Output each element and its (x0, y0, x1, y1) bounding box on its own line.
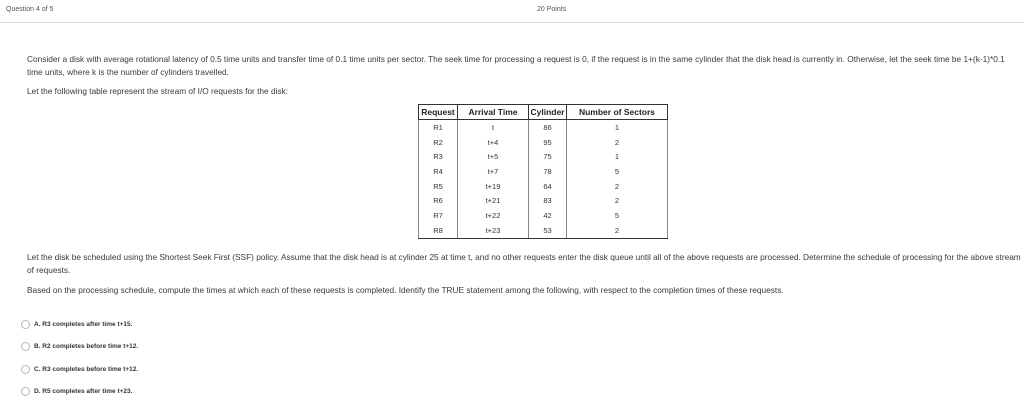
table-cell: t+5 (458, 149, 529, 164)
table-cell: 42 (529, 208, 567, 223)
table-cell: R2 (419, 135, 458, 150)
table-row (419, 223, 668, 238)
table-cell: 2 (567, 135, 668, 150)
table-row (419, 149, 668, 164)
table-cell: 1 (567, 149, 668, 164)
radio-button-a[interactable] (21, 320, 30, 329)
radio-button-b[interactable] (21, 342, 30, 351)
question-points: 20 Points (537, 6, 567, 13)
table-cell: t+23 (458, 223, 529, 238)
table-cell: 78 (529, 164, 567, 179)
table-cell: t+21 (458, 193, 529, 208)
table-cell: 2 (567, 223, 668, 238)
table-cell: 1 (567, 120, 668, 135)
answer-option-a[interactable] (21, 318, 132, 330)
answer-option-label: B. R2 completes before time t+12. (34, 342, 139, 350)
table-cell: 5 (567, 208, 668, 223)
table-cell: R3 (419, 149, 458, 164)
table-cell: R6 (419, 193, 458, 208)
table-cell: 83 (529, 193, 567, 208)
answer-option-c[interactable] (21, 363, 138, 375)
question-paragraph-2: Let the following table represent the stream of I/O requests for the disk: (27, 86, 289, 96)
question-number: Question 4 of 5 (6, 6, 54, 13)
table-cell: R7 (419, 208, 458, 223)
column-header-arrival-time: Arrival Time (458, 105, 529, 120)
table-row (419, 193, 668, 208)
table-cell: 75 (529, 149, 567, 164)
table-cell: R8 (419, 223, 458, 238)
table-cell: R5 (419, 179, 458, 194)
table-row (419, 164, 668, 179)
question-paragraph-4: Based on the processing schedule, compute the times at which each of these requests is completed. Identify the TRUE statement among the following, with respect to the completion times of these requests. (27, 285, 784, 295)
table-cell: 53 (529, 223, 567, 238)
table-cell: 2 (567, 193, 668, 208)
table-cell: t+22 (458, 208, 529, 223)
table-cell: t+19 (458, 179, 529, 194)
table-row (419, 208, 668, 223)
question-paragraph-1: Consider a disk with average rotational latency of 0.5 time units and transfer time of 0.1 time units per sector. The seek time for processing a request is 0, if the request is in the same cylinder that the disk head is currently in. Otherwise, let the seek time be 1+(k-1)*0.1 time units, where k is the number of cylinders travelled. (27, 54, 1005, 77)
radio-button-c[interactable] (21, 365, 30, 374)
answer-option-d[interactable] (21, 385, 132, 397)
table-cell: t+7 (458, 164, 529, 179)
answer-option-b[interactable] (21, 340, 138, 352)
table-row (419, 135, 668, 150)
question-body (0, 22, 1024, 401)
table-cell: 86 (529, 120, 567, 135)
column-header-sectors: Number of Sectors (567, 105, 668, 120)
request-table (418, 104, 668, 239)
question-header (0, 0, 1024, 23)
table-row (419, 120, 668, 135)
answer-option-label: D. R5 completes after time t+23. (34, 387, 133, 395)
radio-button-d[interactable] (21, 387, 30, 396)
table-cell: 95 (529, 135, 567, 150)
table-cell: 2 (567, 179, 668, 194)
table-cell: R1 (419, 120, 458, 135)
table-cell: 64 (529, 179, 567, 194)
answer-option-label: A. R3 completes after time t+15. (34, 320, 133, 328)
table-row (419, 179, 668, 194)
column-header-cylinder: Cylinder (529, 105, 567, 120)
answer-option-label: C. R3 completes before time t+12. (34, 365, 139, 373)
table-cell: R4 (419, 164, 458, 179)
column-header-request: Request (419, 105, 458, 120)
table-cell: t+4 (458, 135, 529, 150)
table-cell: t (458, 120, 529, 135)
question-paragraph-3: Let the disk be scheduled using the Shortest Seek First (SSF) policy. Assume that the disk head is at cylinder 25 at time t, and no other requests enter the disk queue until all of the above requests are processed. Determine the schedule of processing for the above stream of requests. (27, 252, 1021, 275)
table-header-row (419, 105, 668, 120)
table-cell: 5 (567, 164, 668, 179)
